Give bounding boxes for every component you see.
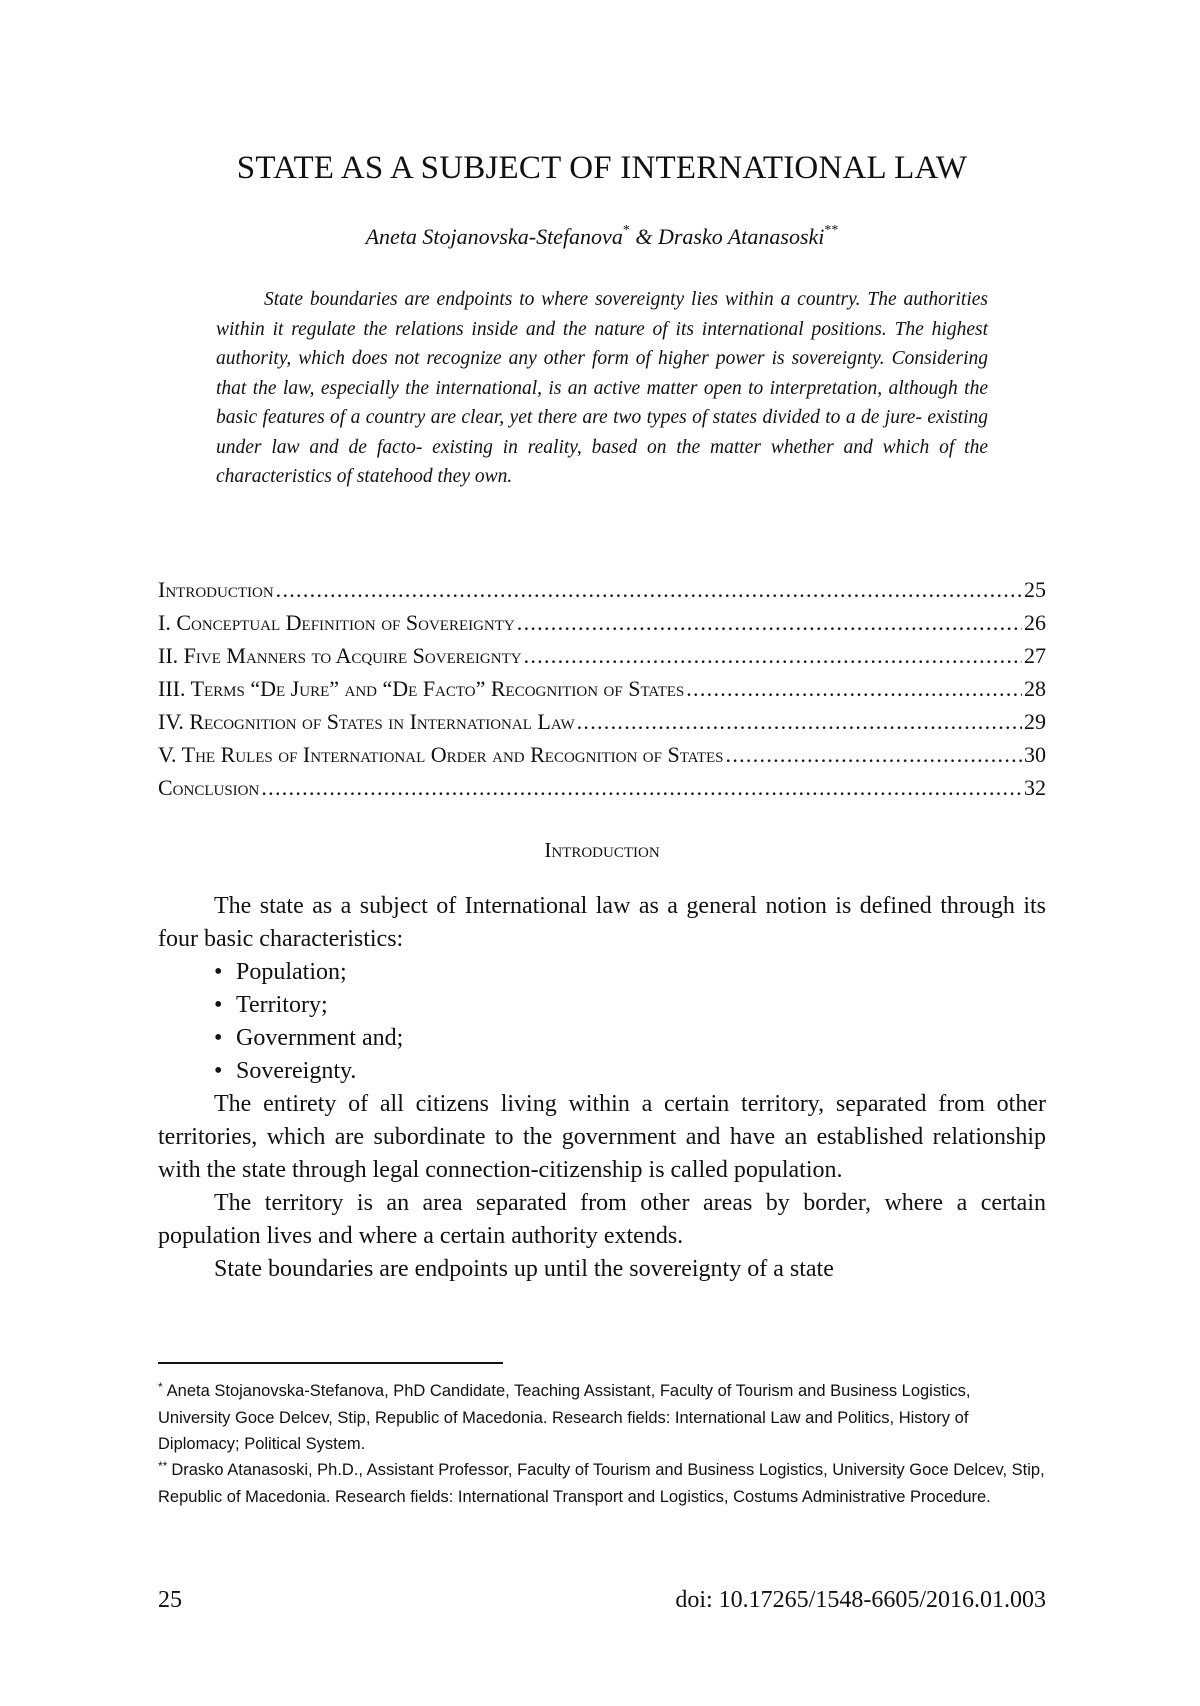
- toc-entry[interactable]: [158, 643, 1046, 676]
- toc-entry-label: Introduction: [158, 577, 274, 602]
- abstract: State boundaries are endpoints to where sovereignty lies within a country. The authorities within it regulate the relations inside and the nature of its international positions. The highest authority, which does not recognize any other form of higher power is sovereignty. Considering that the law, especially the international, is an active matter open to interpretation, although the basic features of a country are clear, yet there are two types of states divided to a de jure- existing under law and de facto- existing in reality, based on the matter whether and which of the characteristics of statehood they own.: [216, 289, 988, 487]
- footnote: [158, 1378, 1046, 1457]
- toc-entry-label: III. Terms “De Jure” and “De Facto” Recognition of States: [158, 676, 685, 701]
- paper-page: [158, 0, 1046, 1706]
- paper-title: STATE AS A SUBJECT OF INTERNATIONAL LAW: [236, 150, 968, 186]
- footnote-mark: *: [158, 1380, 163, 1394]
- toc-entry-page: 25: [1024, 577, 1046, 602]
- footnote-text: Aneta Stojanovska-Stefanova, PhD Candidate, Teaching Assistant, Faculty of Tourism and Business Logistics, University Goce Delcev, Stip, Republic of Macedonia. Research fields: International Law and Politics, History of Diplomacy; Political System.: [158, 1382, 971, 1453]
- toc-leader-dots: [261, 775, 1022, 801]
- toc-leader-dots: [524, 643, 1022, 669]
- author-name: Aneta Stojanovska-Stefanova: [365, 224, 623, 249]
- toc-entry-label: V. The Rules of International Order and Recognition of States: [158, 742, 724, 767]
- author-line: [158, 224, 1046, 250]
- toc-leader-dots: [726, 742, 1022, 768]
- list-item: • Territory;: [214, 989, 1046, 1022]
- footnote-mark: *: [622, 222, 630, 238]
- toc-entry[interactable]: [158, 775, 1046, 808]
- toc-entry[interactable]: [158, 610, 1046, 643]
- footnotes: [158, 1378, 1046, 1510]
- author-separator: &: [629, 224, 658, 249]
- toc-entry-page: 32: [1024, 775, 1046, 800]
- doi-link[interactable]: doi: 10.17265/1548-6605/2016.01.003: [675, 1587, 1046, 1613]
- table-of-contents: [158, 577, 1046, 808]
- toc-leader-dots: [686, 676, 1022, 702]
- body-paragraph: The entirety of all citizens living within a certain territory, separated from other territories, which are subordinate to the government and have an established relationship with the state through legal connection-citizenship is called population.: [158, 1091, 1046, 1183]
- footnote: [158, 1457, 1046, 1510]
- toc-leader-dots: [517, 610, 1022, 636]
- footnote-mark: **: [824, 222, 839, 238]
- toc-entry-page: 28: [1024, 676, 1046, 701]
- toc-leader-dots: [577, 709, 1022, 735]
- toc-leader-dots: [276, 577, 1022, 603]
- toc-entry-page: 30: [1024, 742, 1046, 767]
- toc-entry-page: 29: [1024, 709, 1046, 734]
- footnote-divider: [158, 1362, 503, 1364]
- body-paragraph: The territory is an area separated from other areas by border, where a certain population lives and where a certain authority extends.: [158, 1190, 1046, 1249]
- toc-entry-page: 27: [1024, 643, 1046, 668]
- toc-entry-label: IV. Recognition of States in International Law: [158, 709, 575, 734]
- body-paragraph: The state as a subject of International law as a general notion is defined through its four basic characteristics:: [158, 893, 1046, 952]
- toc-entry-label: II. Five Manners to Acquire Sovereignty: [158, 643, 522, 668]
- body-paragraph: State boundaries are endpoints up until the sovereignty of a state: [214, 1256, 834, 1282]
- list-item: • Population;: [214, 956, 1046, 989]
- footnote-text: Drasko Atanasoski, Ph.D., Assistant Professor, Faculty of Tourism and Business Logistics, University Goce Delcev, Stip, Republic of Macedonia. Research fields: International Transport and Logistics, Costums Administrative Procedure.: [158, 1461, 1045, 1506]
- toc-entry-label: I. Conceptual Definition of Sovereignty: [158, 610, 515, 635]
- toc-entry[interactable]: [158, 577, 1046, 610]
- toc-entry-label: Conclusion: [158, 775, 260, 800]
- toc-entry[interactable]: [158, 742, 1046, 775]
- page-number: 25: [158, 1587, 182, 1613]
- footnote-mark: **: [158, 1459, 168, 1473]
- toc-entry[interactable]: [158, 709, 1046, 742]
- characteristics-list: [158, 956, 1046, 1088]
- body-text: [158, 890, 1046, 1286]
- list-item: • Government and;: [214, 1022, 1046, 1055]
- author-name: Drasko Atanasoski: [657, 224, 825, 249]
- toc-entry-page: 26: [1024, 610, 1046, 635]
- section-heading: Introduction: [544, 838, 660, 862]
- toc-entry[interactable]: [158, 676, 1046, 709]
- list-item: • Sovereignty.: [214, 1055, 1046, 1088]
